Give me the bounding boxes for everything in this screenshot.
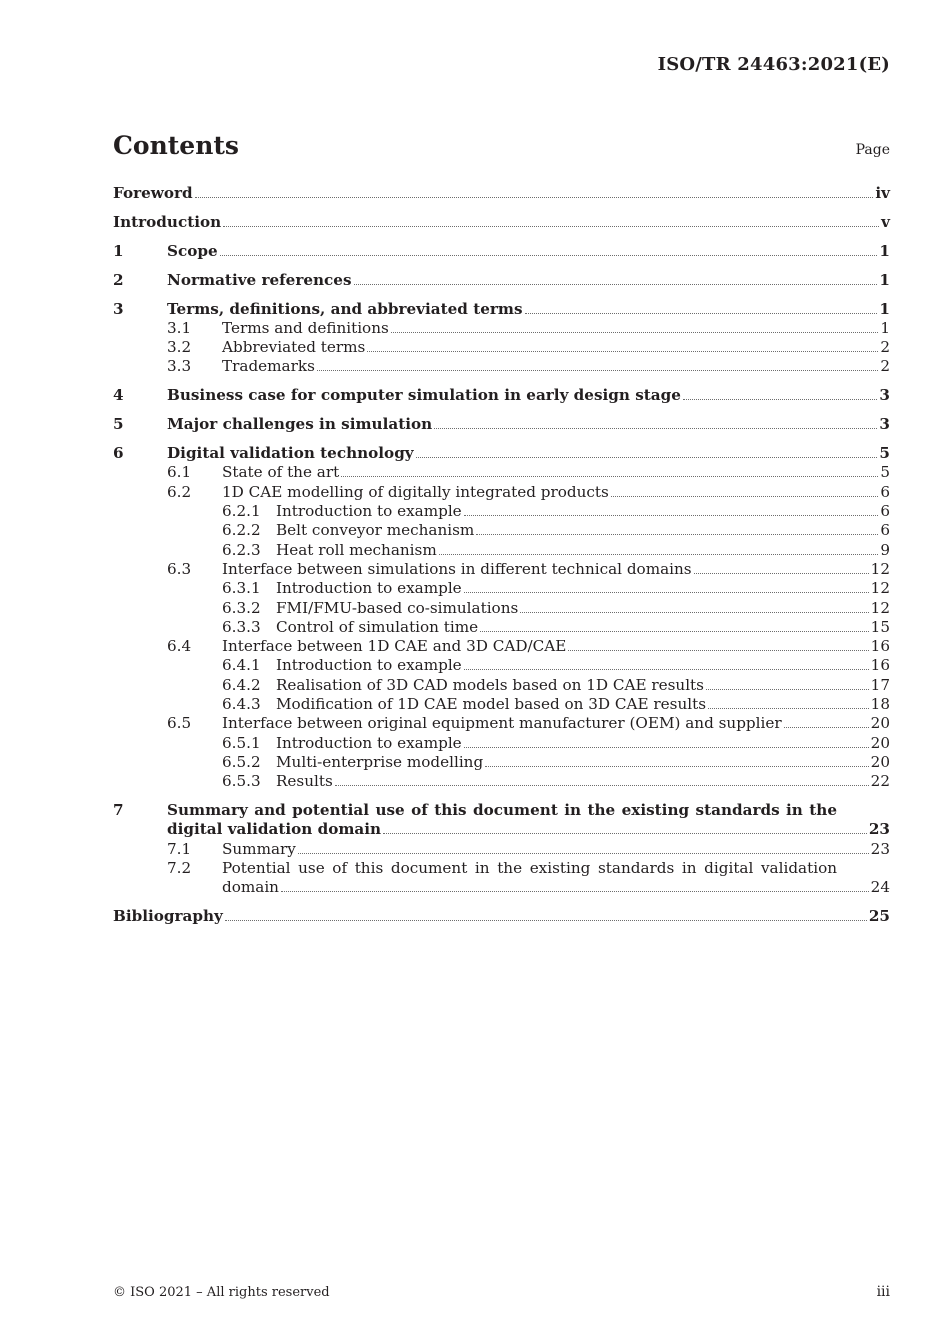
- toc-page-number: 1: [880, 318, 890, 337]
- toc-number: 7: [113, 801, 124, 820]
- dot-leader: [220, 255, 878, 256]
- toc-entry-s6-4-2[interactable]: [113, 676, 890, 695]
- toc-number: 1: [113, 241, 124, 260]
- dot-leader: [367, 351, 878, 352]
- dot-leader: [706, 689, 869, 690]
- toc-title: Abbreviated terms: [222, 338, 366, 357]
- toc-entry-s2[interactable]: [113, 271, 890, 290]
- toc-title: Realisation of 3D CAD models based on 1D CAE results: [276, 675, 704, 694]
- toc-number: 6.4.1: [222, 656, 261, 675]
- toc-number: 7.1: [167, 839, 192, 858]
- toc-title: Bibliography: [113, 907, 223, 926]
- toc-entry-s6-3-2[interactable]: [113, 599, 890, 618]
- toc-title: Digital validation technology: [167, 444, 414, 463]
- toc-entry-s1[interactable]: [113, 242, 890, 261]
- toc-title: Introduction to example: [276, 502, 462, 521]
- dot-leader: [434, 428, 877, 429]
- toc-title: Major challenges in simulation: [167, 415, 433, 434]
- toc-entry-s3-1[interactable]: [113, 319, 890, 338]
- toc-page-number: 3: [879, 415, 890, 434]
- toc-page-number: 22: [870, 772, 890, 791]
- dot-leader: [416, 457, 878, 458]
- table-of-contents: [113, 184, 890, 926]
- toc-page-number: 1: [879, 241, 890, 260]
- toc-page-number: 17: [870, 675, 890, 694]
- toc-title: Introduction: [113, 212, 222, 231]
- toc-entry-bib[interactable]: [113, 907, 890, 926]
- toc-entry-s4[interactable]: [113, 386, 890, 405]
- toc-entry-s6-3-3[interactable]: [113, 618, 890, 637]
- dot-leader: [335, 785, 869, 786]
- toc-page-number: iv: [875, 184, 890, 202]
- toc-number: 4: [113, 386, 124, 405]
- toc-page-number: 1: [879, 299, 890, 318]
- toc-page-number: 2: [880, 357, 890, 376]
- toc-entry-s7-2[interactable]: [113, 859, 890, 878]
- dot-leader: [341, 476, 878, 477]
- toc-entry-s3-2[interactable]: [113, 338, 890, 357]
- toc-number: 6.2.2: [222, 521, 261, 540]
- toc-title: Foreword: [113, 184, 193, 202]
- toc-entry-s3[interactable]: [113, 300, 890, 319]
- toc-page-number: 6: [880, 502, 890, 521]
- toc-title: State of the art: [222, 463, 340, 482]
- dot-leader: [683, 399, 878, 400]
- toc-title: Business case for computer simulation in early design stage: [167, 386, 681, 405]
- toc-page-number: 16: [870, 656, 890, 675]
- toc-number: 6.2.1: [222, 502, 261, 521]
- document-id-header: ISO/TR 24463:2021(E): [657, 54, 890, 75]
- toc-entry-s6-5-2[interactable]: [113, 753, 890, 772]
- toc-page-number: 2: [880, 338, 890, 357]
- dot-leader: [784, 727, 869, 728]
- dot-leader: [195, 197, 874, 198]
- toc-entry-s6-2[interactable]: [113, 483, 890, 502]
- toc-page-number: 3: [879, 386, 890, 405]
- toc-page-number: 23: [868, 820, 890, 839]
- dot-leader: [354, 284, 878, 285]
- toc-entry-s6-2-1[interactable]: [113, 502, 890, 521]
- toc-page-number: 15: [870, 617, 890, 636]
- toc-title: Interface between 1D CAE and 3D CAD/CAE: [222, 637, 567, 656]
- toc-number: 6.3: [167, 559, 192, 578]
- toc-page-number: 16: [870, 637, 890, 656]
- toc-number: 6.5.1: [222, 733, 261, 752]
- toc-number: 5: [113, 415, 124, 434]
- toc-title: FMI/FMU-based co-simulations: [276, 598, 519, 617]
- toc-title: Heat roll mechanism: [276, 540, 437, 559]
- toc-title: Introduction to example: [276, 579, 462, 598]
- contents-heading: Contents: [113, 131, 240, 160]
- toc-entry-s6-4-3[interactable]: [113, 695, 890, 714]
- dot-leader: [464, 669, 869, 670]
- dot-leader: [391, 332, 879, 333]
- toc-title: Belt conveyor mechanism: [276, 521, 475, 540]
- toc-page-number: 5: [879, 444, 890, 463]
- dot-leader: [611, 496, 879, 497]
- page-column-label: Page: [855, 142, 890, 158]
- dot-leader: [317, 370, 878, 371]
- toc-entry-s7[interactable]: [113, 801, 890, 820]
- toc-entry-s7-1[interactable]: [113, 840, 890, 859]
- toc-title: Normative references: [167, 270, 352, 289]
- toc-title: Trademarks: [222, 357, 315, 376]
- toc-entry-s7-2-cont[interactable]: [113, 878, 890, 897]
- toc-number: 6.3.2: [222, 598, 261, 617]
- dot-leader: [708, 708, 869, 709]
- dot-leader: [485, 766, 868, 767]
- toc-title: 1D CAE modelling of digitally integrated products: [222, 482, 609, 501]
- toc-number: 3.1: [167, 318, 192, 337]
- dot-leader: [298, 853, 869, 854]
- dot-leader: [525, 313, 878, 314]
- toc-title: Introduction to example: [276, 733, 462, 752]
- toc-number: 6.1: [167, 463, 192, 482]
- dot-leader: [439, 554, 879, 555]
- toc-number: 3.3: [167, 357, 192, 376]
- toc-page-number: 20: [870, 733, 890, 752]
- toc-number: 3: [113, 299, 124, 318]
- dot-leader: [520, 612, 868, 613]
- toc-page-number: 1: [879, 270, 890, 289]
- dot-leader: [464, 747, 869, 748]
- copyright-footer: © ISO 2021 – All rights reserved: [113, 1285, 330, 1300]
- toc-entry-s7-cont[interactable]: [113, 820, 890, 839]
- toc-page-number: 12: [870, 559, 890, 578]
- toc-entry-s6-4-1[interactable]: [113, 656, 890, 675]
- toc-title: Summary: [222, 839, 296, 858]
- dot-leader: [476, 534, 878, 535]
- toc-number: 7.2: [167, 858, 192, 877]
- toc-entry-fw[interactable]: [113, 184, 890, 203]
- toc-number: 6.4.2: [222, 675, 261, 694]
- toc-number: 6.3.3: [222, 617, 261, 636]
- toc-title: Interface between simulations in different technical domains: [222, 559, 692, 578]
- dot-leader: [225, 920, 867, 921]
- toc-page-number: 18: [870, 694, 890, 713]
- toc-number: 2: [113, 270, 124, 289]
- toc-page-number: 20: [870, 752, 890, 771]
- toc-title: domain: [222, 878, 279, 897]
- toc-page-number: 5: [880, 463, 890, 482]
- toc-entry-s6-4[interactable]: [113, 637, 890, 656]
- toc-number: 6: [113, 444, 124, 463]
- toc-entry-s6-3[interactable]: [113, 560, 890, 579]
- page-number-footer: iii: [876, 1284, 890, 1300]
- toc-title: Introduction to example: [276, 656, 462, 675]
- toc-page-number: 12: [870, 598, 890, 617]
- toc-entry-s6-5-3[interactable]: [113, 772, 890, 791]
- toc-page-number: 24: [870, 878, 890, 897]
- toc-entry-s6-2-2[interactable]: [113, 521, 890, 540]
- toc-title: Summary and potential use of this document in the existing standards in the: [167, 801, 837, 820]
- toc-entry-intro[interactable]: [113, 213, 890, 232]
- toc-page-number: 23: [870, 839, 890, 858]
- dot-leader: [223, 226, 879, 227]
- toc-page-number: 25: [868, 907, 890, 926]
- dot-leader: [383, 833, 867, 834]
- toc-page-number: v: [881, 212, 890, 231]
- dot-leader: [464, 592, 869, 593]
- dot-leader: [568, 650, 868, 651]
- toc-page-number: 20: [870, 714, 890, 733]
- toc-title: digital validation domain: [167, 820, 382, 839]
- toc-entry-s6-3-1[interactable]: [113, 579, 890, 598]
- toc-title: Control of simulation time: [276, 617, 479, 636]
- toc-number: 6.2: [167, 482, 192, 501]
- toc-entry-s5[interactable]: [113, 415, 890, 434]
- toc-entry-s6-2-3[interactable]: [113, 541, 890, 560]
- dot-leader: [480, 631, 869, 632]
- toc-title: Modification of 1D CAE model based on 3D CAE results: [276, 694, 706, 713]
- toc-title: Potential use of this document in the existing standards in digital validation: [222, 858, 837, 877]
- toc-number: 6.5: [167, 714, 192, 733]
- toc-number: 6.2.3: [222, 540, 261, 559]
- toc-number: 6.4.3: [222, 694, 261, 713]
- toc-title: Scope: [167, 241, 218, 260]
- dot-leader: [694, 573, 869, 574]
- toc-page-number: 12: [870, 579, 890, 598]
- toc-entry-s6-5-1[interactable]: [113, 734, 890, 753]
- toc-entry-s3-3[interactable]: [113, 357, 890, 376]
- toc-number: 6.5.2: [222, 752, 261, 771]
- toc-title: Terms, definitions, and abbreviated terms: [167, 299, 523, 318]
- toc-entry-s6-1[interactable]: [113, 463, 890, 482]
- toc-title: Results: [276, 772, 333, 791]
- toc-number: 6.4: [167, 637, 192, 656]
- toc-title: Terms and definitions: [222, 318, 389, 337]
- toc-page-number: 6: [880, 521, 890, 540]
- dot-leader: [281, 891, 869, 892]
- toc-number: 6.5.3: [222, 772, 261, 791]
- toc-page-number: 6: [880, 482, 890, 501]
- toc-number: 6.3.1: [222, 579, 261, 598]
- toc-entry-s6[interactable]: [113, 444, 890, 463]
- toc-title: Interface between original equipment manufacturer (OEM) and supplier: [222, 714, 782, 733]
- dot-leader: [464, 515, 879, 516]
- toc-number: 3.2: [167, 338, 192, 357]
- toc-entry-s6-5[interactable]: [113, 714, 890, 733]
- toc-title: Multi-enterprise modelling: [276, 752, 484, 771]
- toc-page-number: 9: [880, 540, 890, 559]
